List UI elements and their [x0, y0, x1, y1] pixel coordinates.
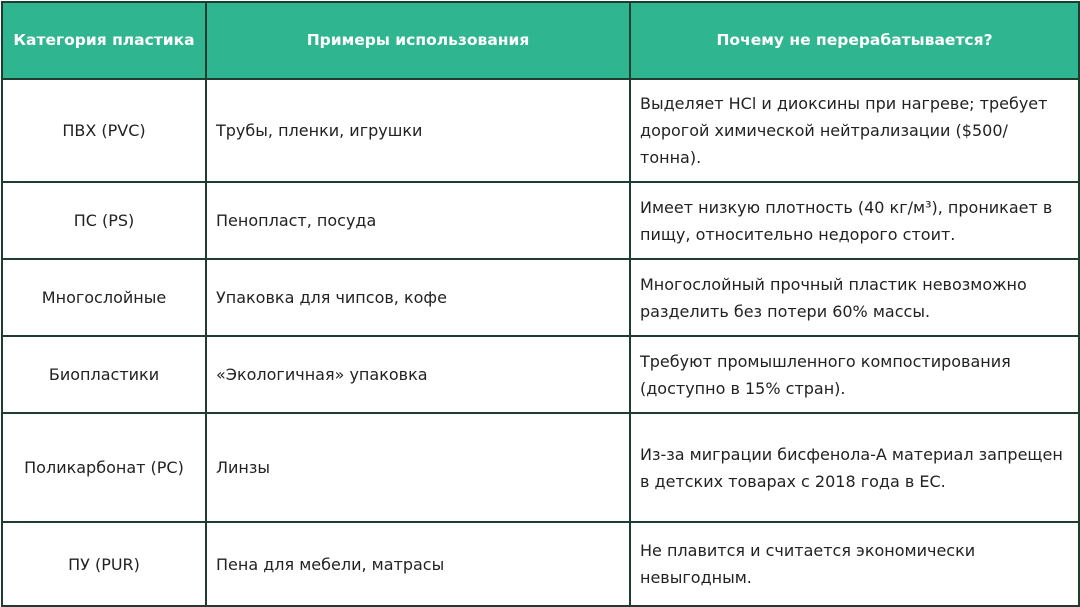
- category-cell: Поликарбонат (PC): [2, 413, 206, 522]
- reason-cell: Выделяет HCl и диоксины при нагреве; требует дорогой химической нейтрализации ($500/тонна).: [630, 79, 1079, 182]
- reason-cell: Имеет низкую плотность (40 кг/м³), проникает в пищу, относительно недорого стоит.: [630, 182, 1079, 259]
- table-row: [2, 79, 1079, 182]
- table-row: [2, 522, 1079, 606]
- header-reason: Почему не перерабатывается?: [630, 2, 1079, 79]
- table-body: [2, 79, 1079, 606]
- table-row: [2, 182, 1079, 259]
- table-row: [2, 259, 1079, 336]
- table-header: [2, 2, 1079, 79]
- reason-cell: Не плавится и считается экономически невыгодным.: [630, 522, 1079, 606]
- examples-cell: Линзы: [206, 413, 630, 522]
- category-cell: ПУ (PUR): [2, 522, 206, 606]
- table-row: [2, 413, 1079, 522]
- header-examples: Примеры использования: [206, 2, 630, 79]
- reason-cell: Из-за миграции бисфенола-А материал запрещен в детских товарах с 2018 года в ЕС.: [630, 413, 1079, 522]
- category-cell: Биопластики: [2, 336, 206, 413]
- plastics-table: [1, 1, 1080, 607]
- examples-cell: Трубы, пленки, игрушки: [206, 79, 630, 182]
- examples-cell: Упаковка для чипсов, кофе: [206, 259, 630, 336]
- table-row: [2, 336, 1079, 413]
- examples-cell: Пена для мебели, матрасы: [206, 522, 630, 606]
- category-cell: ПС (PS): [2, 182, 206, 259]
- reason-cell: Многослойный прочный пластик невозможно разделить без потери 60% массы.: [630, 259, 1079, 336]
- header-category: Категория пластика: [2, 2, 206, 79]
- examples-cell: Пенопласт, посуда: [206, 182, 630, 259]
- header-row: [2, 2, 1079, 79]
- category-cell: Многослойные: [2, 259, 206, 336]
- reason-cell: Требуют промышленного компостирования (доступно в 15% стран).: [630, 336, 1079, 413]
- category-cell: ПВХ (PVC): [2, 79, 206, 182]
- examples-cell: «Экологичная» упаковка: [206, 336, 630, 413]
